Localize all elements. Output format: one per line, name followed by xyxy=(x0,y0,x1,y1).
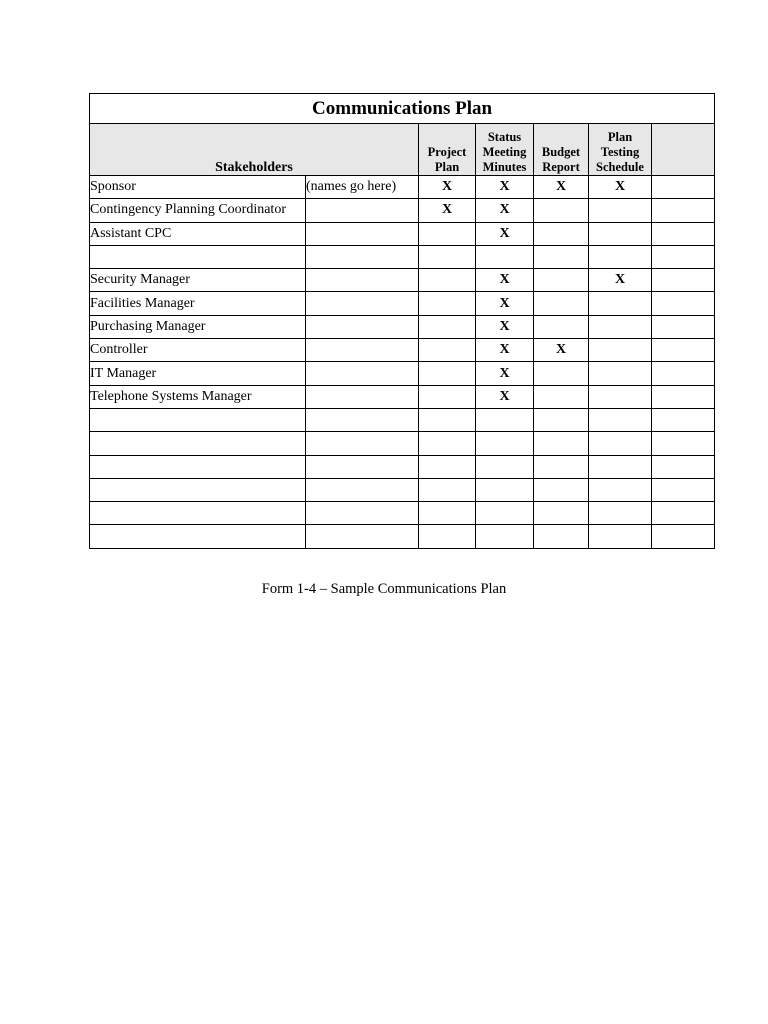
header-project-plan-line: Plan xyxy=(434,160,460,174)
header-extra xyxy=(652,124,715,176)
budget-report-mark xyxy=(534,385,589,408)
budget-report-mark: X xyxy=(534,176,589,199)
project-plan-mark xyxy=(419,478,476,501)
budget-report-mark xyxy=(534,199,589,222)
header-project-plan xyxy=(419,124,476,176)
project-plan-mark xyxy=(419,222,476,245)
stakeholder-names-cell xyxy=(306,199,419,222)
budget-report-mark xyxy=(534,478,589,501)
testing-schedule-mark: X xyxy=(589,176,652,199)
project-plan-mark: X xyxy=(419,176,476,199)
stakeholder-names-cell xyxy=(306,525,419,548)
testing-schedule-mark xyxy=(589,199,652,222)
table-row xyxy=(90,222,715,245)
status-minutes-mark: X xyxy=(476,199,534,222)
status-minutes-mark: X xyxy=(476,176,534,199)
stakeholder-role-cell: Security Manager xyxy=(90,269,306,292)
stakeholder-role-cell xyxy=(90,502,306,525)
table-row xyxy=(90,339,715,362)
extra-mark xyxy=(652,176,715,199)
status-minutes-mark xyxy=(476,455,534,478)
status-minutes-mark xyxy=(476,245,534,268)
status-minutes-mark: X xyxy=(476,385,534,408)
stakeholder-names-cell xyxy=(306,292,419,315)
table-row xyxy=(90,432,715,455)
header-status-meeting-minutes xyxy=(476,124,534,176)
stakeholder-names-cell xyxy=(306,455,419,478)
budget-report-mark xyxy=(534,408,589,431)
stakeholder-names-cell xyxy=(306,408,419,431)
stakeholder-names-cell xyxy=(306,315,419,338)
project-plan-mark xyxy=(419,385,476,408)
stakeholder-names-cell xyxy=(306,478,419,501)
testing-schedule-mark xyxy=(589,432,652,455)
stakeholder-names-cell: (names go here) xyxy=(306,176,419,199)
header-testing-line: Schedule xyxy=(596,160,644,174)
testing-schedule-mark xyxy=(589,362,652,385)
stakeholder-role-cell: Purchasing Manager xyxy=(90,315,306,338)
extra-mark xyxy=(652,362,715,385)
status-minutes-mark xyxy=(476,502,534,525)
status-minutes-mark: X xyxy=(476,292,534,315)
stakeholder-role-cell: Facilities Manager xyxy=(90,292,306,315)
stakeholder-role-cell xyxy=(90,478,306,501)
stakeholder-names-cell xyxy=(306,385,419,408)
stakeholder-role-cell: Controller xyxy=(90,339,306,362)
extra-mark xyxy=(652,408,715,431)
project-plan-mark xyxy=(419,502,476,525)
table-row xyxy=(90,525,715,548)
extra-mark xyxy=(652,269,715,292)
header-budget-line: Budget xyxy=(541,145,581,159)
table-row xyxy=(90,408,715,431)
table-row xyxy=(90,315,715,338)
testing-schedule-mark xyxy=(589,455,652,478)
extra-mark xyxy=(652,245,715,268)
project-plan-mark xyxy=(419,525,476,548)
testing-schedule-mark xyxy=(589,478,652,501)
project-plan-mark xyxy=(419,245,476,268)
extra-mark xyxy=(652,339,715,362)
communications-plan-table xyxy=(89,93,715,549)
testing-schedule-mark xyxy=(589,339,652,362)
budget-report-mark xyxy=(534,432,589,455)
extra-mark xyxy=(652,315,715,338)
budget-report-mark xyxy=(534,455,589,478)
header-plan-testing-schedule xyxy=(589,124,652,176)
table-row xyxy=(90,199,715,222)
header-testing-line: Testing xyxy=(600,145,640,159)
status-minutes-mark xyxy=(476,525,534,548)
budget-report-mark xyxy=(534,245,589,268)
budget-report-mark xyxy=(534,315,589,338)
extra-mark xyxy=(652,199,715,222)
status-minutes-mark: X xyxy=(476,362,534,385)
stakeholder-names-cell xyxy=(306,269,419,292)
project-plan-mark: X xyxy=(419,199,476,222)
header-project-plan-line: Project xyxy=(427,145,467,159)
status-minutes-mark: X xyxy=(476,339,534,362)
table-row xyxy=(90,292,715,315)
status-minutes-mark: X xyxy=(476,222,534,245)
testing-schedule-mark xyxy=(589,385,652,408)
table-row xyxy=(90,269,715,292)
stakeholder-names-cell xyxy=(306,222,419,245)
stakeholder-names-cell xyxy=(306,432,419,455)
project-plan-mark xyxy=(419,408,476,431)
table-row xyxy=(90,385,715,408)
stakeholder-names-cell xyxy=(306,339,419,362)
stakeholder-role-cell xyxy=(90,525,306,548)
stakeholder-names-cell xyxy=(306,502,419,525)
status-minutes-mark: X xyxy=(476,315,534,338)
budget-report-mark xyxy=(534,222,589,245)
stakeholder-names-cell xyxy=(306,362,419,385)
header-testing-line: Plan xyxy=(607,130,633,144)
stakeholder-role-cell: Telephone Systems Manager xyxy=(90,385,306,408)
project-plan-mark xyxy=(419,455,476,478)
stakeholder-role-cell: Sponsor xyxy=(90,176,306,199)
testing-schedule-mark xyxy=(589,525,652,548)
header-budget-report xyxy=(534,124,589,176)
testing-schedule-mark xyxy=(589,502,652,525)
project-plan-mark xyxy=(419,339,476,362)
status-minutes-mark xyxy=(476,478,534,501)
budget-report-mark xyxy=(534,269,589,292)
testing-schedule-mark xyxy=(589,408,652,431)
testing-schedule-mark xyxy=(589,222,652,245)
budget-report-mark xyxy=(534,525,589,548)
budget-report-mark xyxy=(534,362,589,385)
stakeholder-role-cell xyxy=(90,408,306,431)
header-status-line: Status xyxy=(487,130,522,144)
table-row xyxy=(90,502,715,525)
project-plan-mark xyxy=(419,362,476,385)
header-budget-line: Report xyxy=(542,160,580,174)
stakeholder-role-cell xyxy=(90,455,306,478)
stakeholder-role-cell: IT Manager xyxy=(90,362,306,385)
extra-mark xyxy=(652,525,715,548)
table-title: Communications Plan xyxy=(90,94,715,124)
testing-schedule-mark: X xyxy=(589,269,652,292)
table-row xyxy=(90,478,715,501)
project-plan-mark xyxy=(419,269,476,292)
extra-mark xyxy=(652,222,715,245)
extra-mark xyxy=(652,292,715,315)
project-plan-mark xyxy=(419,292,476,315)
testing-schedule-mark xyxy=(589,245,652,268)
header-stakeholders: Stakeholders xyxy=(90,124,419,176)
stakeholder-role-cell xyxy=(90,245,306,268)
header-status-line: Minutes xyxy=(482,160,527,174)
form-caption: Form 1-4 – Sample Communications Plan xyxy=(261,581,507,597)
status-minutes-mark: X xyxy=(476,269,534,292)
extra-mark xyxy=(652,385,715,408)
status-minutes-mark xyxy=(476,432,534,455)
header-status-line: Meeting xyxy=(482,145,527,159)
stakeholder-role-cell: Contingency Planning Coordinator xyxy=(90,199,306,222)
table-row xyxy=(90,245,715,268)
testing-schedule-mark xyxy=(589,292,652,315)
status-minutes-mark xyxy=(476,408,534,431)
extra-mark xyxy=(652,502,715,525)
extra-mark xyxy=(652,478,715,501)
stakeholder-names-cell xyxy=(306,245,419,268)
project-plan-mark xyxy=(419,432,476,455)
extra-mark xyxy=(652,432,715,455)
budget-report-mark: X xyxy=(534,339,589,362)
budget-report-mark xyxy=(534,292,589,315)
stakeholder-role-cell: Assistant CPC xyxy=(90,222,306,245)
testing-schedule-mark xyxy=(589,315,652,338)
project-plan-mark xyxy=(419,315,476,338)
table-row xyxy=(90,362,715,385)
table-row xyxy=(90,176,715,199)
extra-mark xyxy=(652,455,715,478)
header-row xyxy=(90,124,715,176)
budget-report-mark xyxy=(534,502,589,525)
table-row xyxy=(90,455,715,478)
stakeholder-role-cell xyxy=(90,432,306,455)
